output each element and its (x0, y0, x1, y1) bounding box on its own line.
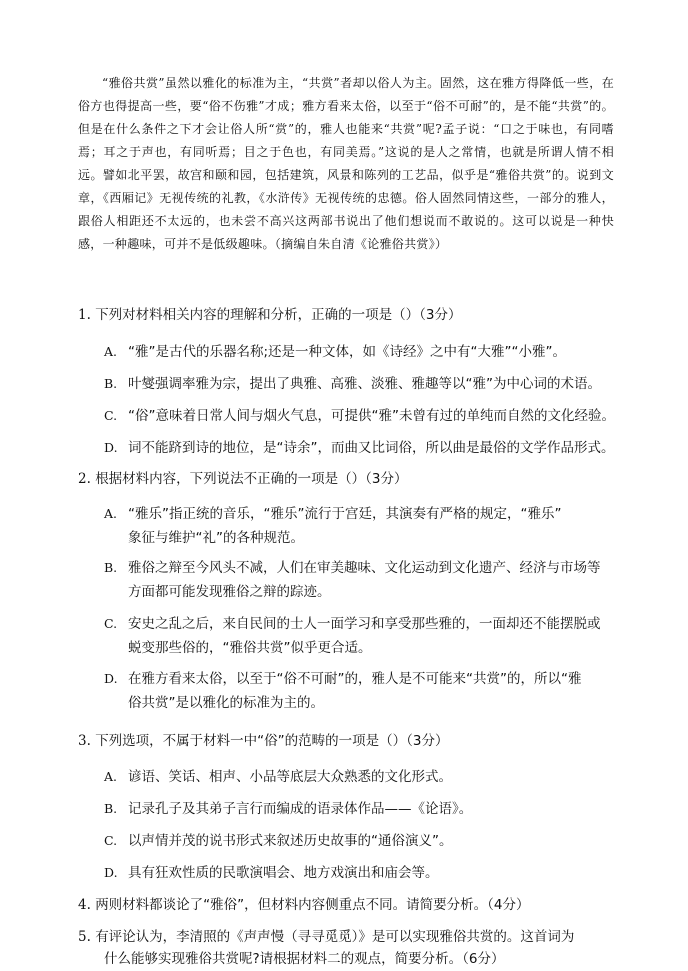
option-letter: C. (104, 616, 118, 631)
option-letter: A. (104, 769, 118, 784)
option-text-line2: 象征与维护“礼”的各种规范。 (128, 530, 304, 546)
question-5-continued: 什么能够实现雅俗共赏呢?请根据材料二的观点，简要分析。（6分） (104, 951, 505, 967)
option-letter: D. (104, 671, 118, 686)
question-text: 下列选项，不属于材料一中“俗”的范畴的一项是（）（3分） (95, 733, 449, 749)
question-number: 4. (78, 897, 91, 913)
question-number: 5. (78, 929, 91, 945)
option-text: 词不能跻到诗的地位，是“诗余”，而曲又比词俗，所以曲是最俗的文学作品形式。 (128, 440, 615, 456)
question-1-option-c (104, 404, 624, 428)
option-letter: D. (104, 865, 118, 880)
question-1 (78, 305, 618, 325)
question-2-option-b (104, 556, 624, 604)
question-4 (78, 895, 618, 915)
option-letter: C. (104, 408, 118, 423)
option-text: 记录孔子及其弟子言行而编成的语录体作品——《论语》。 (128, 801, 473, 817)
question-number: 1. (78, 307, 91, 323)
option-letter: D. (104, 440, 118, 455)
option-text: 谚语、笑话、相声、小品等底层大众熟悉的文化形式。 (128, 769, 452, 785)
question-2 (78, 469, 618, 489)
option-text: 以声情并茂的说书形式来叙述历史故事的“通俗演义”。 (128, 833, 453, 849)
option-text-line2: 蜕变那些俗的，“雅俗共赏”似乎更合适。 (128, 640, 372, 656)
question-3-option-d (104, 861, 624, 885)
option-text-line1: “雅乐”指正统的音乐，“雅乐”流行于宫廷，其演奏有严格的规定，“雅乐” (128, 506, 562, 522)
passage-text: “雅俗共赏”虽然以雅化的标准为主，“共赏”者却以俗人为主。固然，这在雅方得降低一些，在俗方也得提高一些，要“俗不伤雅”才成；雅方看来太俗，以至于“俗不可耐”的，是不能“共赏”的。但是在什么条件之下才会让俗人所“赏”的，雅人也能来“共赏”呢?孟子说：“口之于味也，有同嗜焉；耳之于声也，有同听焉；目之于色也，有同美焉。”这说的是人之常情，也就是所谓人情不相远。譬如北平罢，故宫和颐和园，包括建筑，风景和陈列的工艺品，似乎是“雅俗共赏”的。说到文章，《西厢记》无视传统的礼教，《水浒传》无视传统的忠德。俗人固然同情这些，一部分的雅人，跟俗人相距还不太远的，也未尝不高兴这两部书说出了他们想说而不敢说的。这可以说是一种快感，一种趣味，可并不是低级趣味。（摘编自朱自清《论雅俗共赏》） (78, 76, 614, 251)
option-text: “俗”意味着日常人间与烟火气息，可提供“雅”未曾有过的单纯而自然的文化经验。 (128, 408, 615, 424)
option-text-line2: 方面都可能发现雅俗之辩的踪迹。 (128, 584, 331, 600)
option-text: 具有狂欢性质的民歌演唱会、地方戏演出和庙会等。 (128, 865, 439, 881)
option-letter: A. (104, 506, 118, 521)
question-1-option-b (104, 372, 624, 396)
question-2-option-a (104, 502, 624, 550)
question-number: 3. (78, 733, 91, 749)
reading-passage (78, 72, 614, 256)
question-text: 有评论认为，李清照的《声声慢（寻寻觅觅）》是可以实现雅俗共赏的。这首词为 (95, 929, 575, 945)
question-1-option-a (104, 340, 624, 364)
option-text-line1: 在雅方看来太俗，以至于“俗不可耐”的，雅人是不可能来“共赏”的，所以“雅 (128, 671, 582, 687)
option-letter: A. (104, 344, 118, 359)
question-3-option-c (104, 829, 624, 853)
option-text: “雅”是古代的乐器名称;还是一种文体，如《诗经》之中有“大雅”“小雅”。 (128, 344, 567, 360)
question-text: 下列对材料相关内容的理解和分析，正确的一项是（）（3分） (95, 307, 462, 323)
option-letter: B. (104, 560, 118, 575)
question-number: 2. (78, 471, 91, 487)
question-5 (78, 927, 618, 947)
question-text: 两则材料都谈论了“雅俗”，但材料内容侧重点不同。请简要分析。（4分） (95, 897, 530, 913)
option-letter: B. (104, 801, 118, 816)
option-letter: C. (104, 833, 118, 848)
question-text: 根据材料内容，下列说法不正确的一项是（）（3分） (95, 471, 408, 487)
question-3-option-b (104, 797, 624, 821)
question-3-option-a (104, 765, 624, 789)
option-text-line2: 俗共赏”是以雅化的标准为主的。 (128, 695, 324, 711)
option-text-line1: 雅俗之辩至今风头不减，人们在审美趣味、文化运动到文化遗产、经济与市场等 (128, 560, 601, 576)
question-2-option-d (104, 667, 624, 715)
question-3 (78, 731, 618, 751)
option-letter: B. (104, 376, 118, 391)
option-text-line1: 安史之乱之后，来自民间的士人一面学习和享受那些雅的，一面却还不能摆脱或 (128, 616, 601, 632)
question-2-option-c (104, 612, 624, 660)
option-text: 叶燮强调率雅为宗，提出了典雅、高雅、淡雅、雅趣等以“雅”为中心词的术语。 (128, 376, 601, 392)
question-1-option-d (104, 436, 624, 460)
